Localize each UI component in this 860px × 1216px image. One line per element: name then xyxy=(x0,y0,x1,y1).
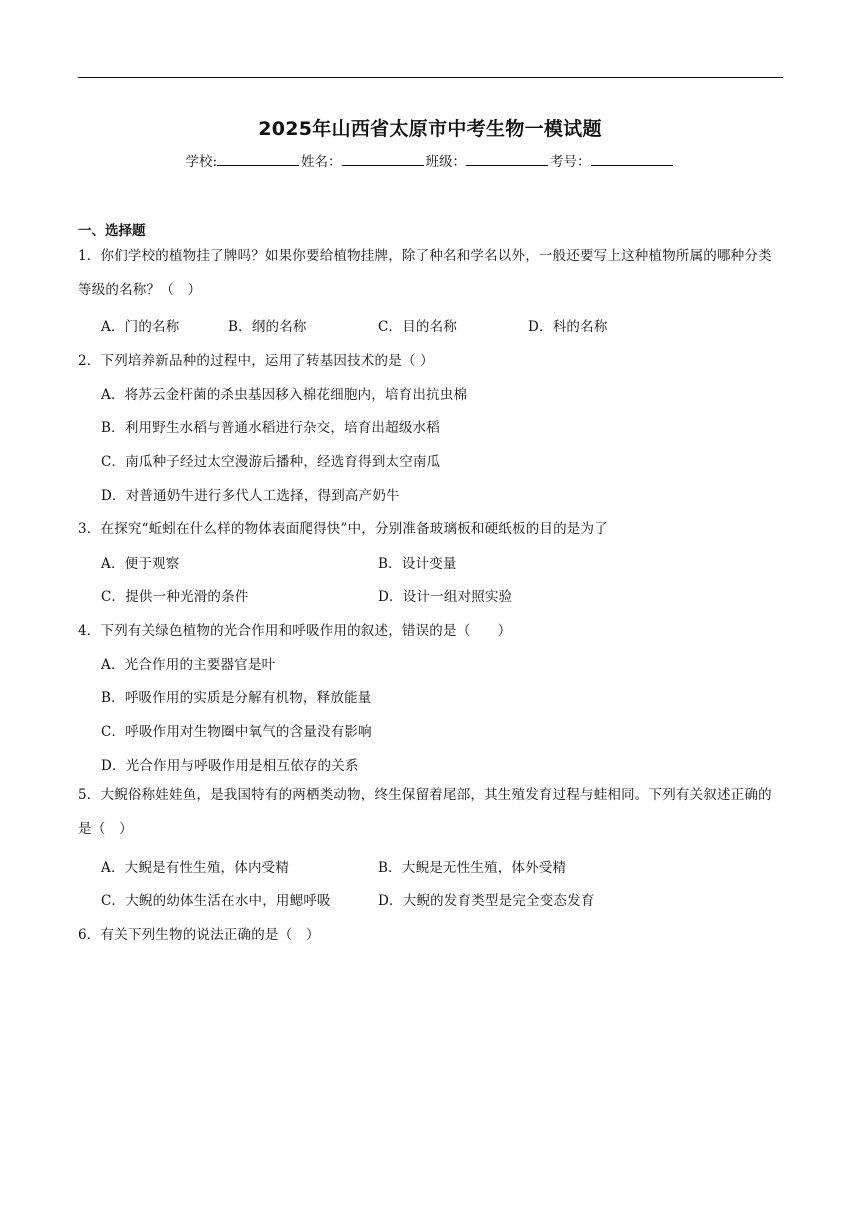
question-3-option-b[interactable]: B．设计变量 xyxy=(378,556,457,572)
section-title: 一、选择题 xyxy=(78,223,146,239)
student-info-line xyxy=(0,150,860,170)
question-3-stem: 3．在探究“蚯蚓在什么样的物体表面爬得快”中，分别准备玻璃板和硬纸板的目的是为了 xyxy=(78,521,608,537)
question-3-option-a[interactable]: A．便于观察 xyxy=(101,556,180,572)
question-5-stem: 5．大鲵俗称娃娃鱼，是我国特有的两栖类动物，终生保留着尾部，其生殖发育过程与蛙相同。下列有关叙述正确的是（ ） xyxy=(78,787,772,837)
question-3-option-c[interactable]: C．提供一种光滑的条件 xyxy=(101,589,249,605)
question-2-option-b[interactable]: B．利用野生水稻与普通水稻进行杂交，培育出超级水稻 xyxy=(101,420,440,436)
exam-number-label: 考号： xyxy=(550,154,591,170)
exam-number-blank[interactable] xyxy=(591,152,673,166)
question-2-option-a[interactable]: A．将苏云金杆菌的杀虫基因移入棉花细胞内，培育出抗虫棉 xyxy=(101,387,468,403)
question-5-option-d[interactable]: D．大鲵的发育类型是完全变态发育 xyxy=(378,893,595,909)
question-1-option-d[interactable]: D．科的名称 xyxy=(528,319,608,335)
question-1-option-a[interactable]: A．门的名称 xyxy=(101,319,180,335)
school-label: 学校: xyxy=(185,154,218,170)
question-2-option-c[interactable]: C．南瓜种子经过太空漫游后播种，经选育得到太空南瓜 xyxy=(101,454,441,470)
question-1-stem: 1．你们学校的植物挂了牌吗？如果你要给植物挂牌，除了种名和学名以外，一般还要写上这种植物所属的哪种分类等级的名称？（ ） xyxy=(78,248,772,298)
question-4-option-a[interactable]: A．光合作用的主要器官是叶 xyxy=(101,657,276,673)
question-2-stem: 2．下列培养新品种的过程中，运用了转基因技术的是（ ） xyxy=(78,353,434,369)
question-1-option-b[interactable]: B．纲的名称 xyxy=(228,319,307,335)
question-5-option-a[interactable]: A．大鲵是有性生殖，体内受精 xyxy=(101,860,290,876)
school-blank[interactable] xyxy=(217,152,299,166)
question-4-option-c[interactable]: C．呼吸作用对生物圈中氧气的含量没有影响 xyxy=(101,724,372,740)
question-5-option-c[interactable]: C．大鲵的幼体生活在水中，用鳃呼吸 xyxy=(101,893,331,909)
question-4-stem: 4．下列有关绿色植物的光合作用和呼吸作用的叙述，错误的是（ ） xyxy=(78,623,512,639)
question-3-option-d[interactable]: D．设计一组对照实验 xyxy=(378,589,513,605)
question-1-option-c[interactable]: C．目的名称 xyxy=(378,319,458,335)
question-4-option-d[interactable]: D．光合作用与呼吸作用是相互依存的关系 xyxy=(101,758,359,774)
question-2-option-d[interactable]: D．对普通奶牛进行多代人工选择，得到高产奶牛 xyxy=(101,488,400,504)
name-label: 姓名： xyxy=(301,154,342,170)
question-5-option-b[interactable]: B．大鲵是无性生殖，体外受精 xyxy=(378,860,567,876)
question-4-option-b[interactable]: B．呼吸作用的实质是分解有机物，释放能量 xyxy=(101,690,372,706)
class-label: 班级： xyxy=(425,154,467,170)
name-blank[interactable] xyxy=(342,152,424,166)
exam-title: 2025年山西省太原市中考生物一模试题 xyxy=(258,118,602,140)
question-6-stem: 6．有关下列生物的说法正确的是（ ） xyxy=(78,927,320,943)
class-blank[interactable] xyxy=(466,152,548,166)
header-rule xyxy=(78,77,783,78)
